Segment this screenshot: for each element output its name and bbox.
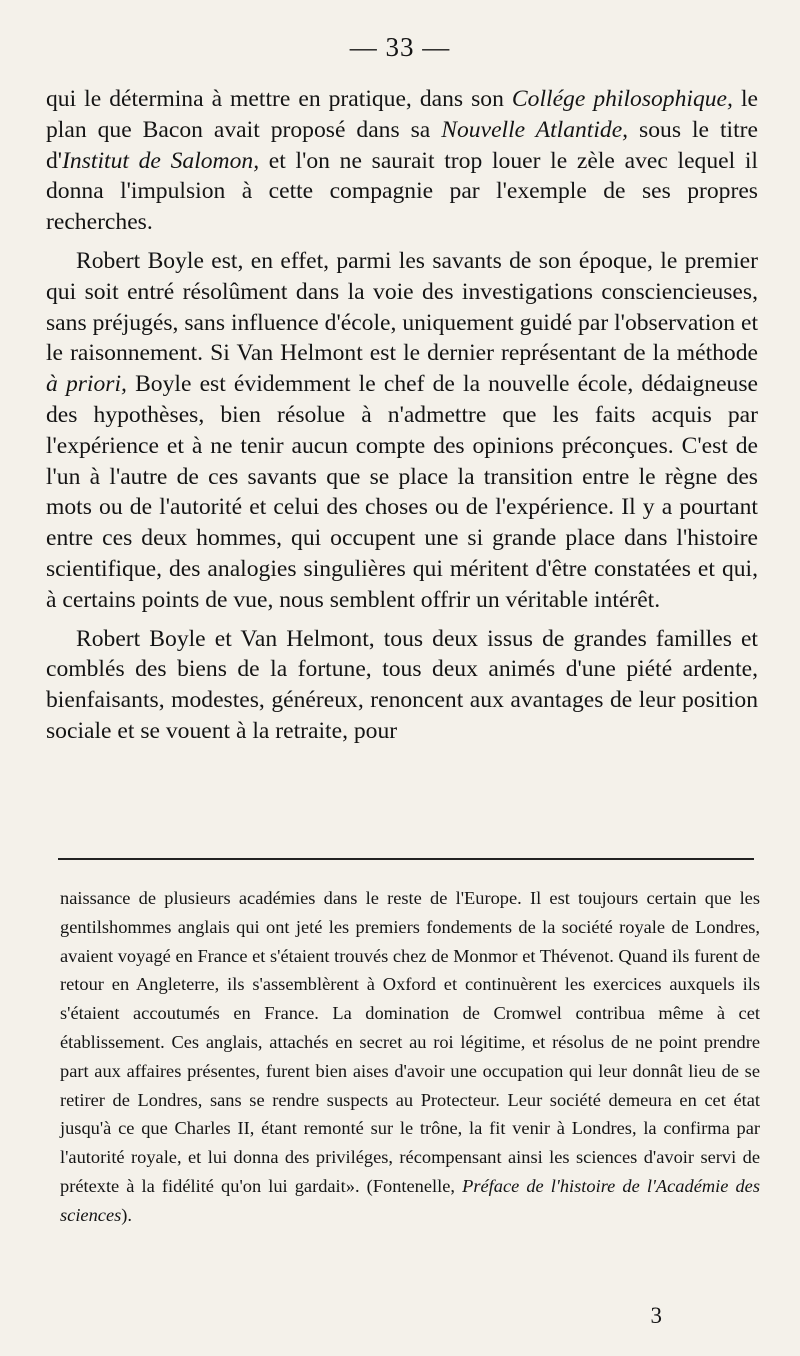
footnote: [60, 884, 760, 1230]
footnote-text: [60, 884, 760, 1230]
text-run: et l'on ne saurait trop louer le zèle avec lequel il donna l'impulsion à cette compagnie par l'exemple de ses propres recherches.: [46, 147, 758, 236]
italic-title-institut: Institut de Salomon,: [62, 147, 260, 174]
italic-a-priori: à priori,: [46, 371, 127, 398]
paragraph-2: [46, 246, 758, 616]
signature-mark: 3: [650, 1303, 662, 1328]
paragraph-3: Robert Boyle et Van Helmont, tous deux issus de grandes familles et comblés des biens de la fortune, tous deux animés d'une piété ardente, bienfaisants, modestes, généreux, renoncent aux avantages de leur position sociale et se vouent à la retraite, pour: [46, 625, 758, 744]
text-run: Boyle est évidemment le chef de la nouvelle école, dédaigneuse des hypothèses, bien résolue à n'admettre que les faits acquis par l'expérience et à ne tenir aucun compte des opinions préconçues. C'est de l'un à l'autre de ces savants que se place la transition entre le règne des mots ou de l'autorité et celui des choses ou de l'expérience. Il y a pourtant entre ces deux hommes, qui occupent une si grande place dans l'histoire scientifique, des analogies singulières qui méritent d'être constatées et qui, à certains points de vue, nous semblent offrir un véritable intérêt.: [46, 371, 758, 613]
italic-source-title: Préface de l'histoire de l'Académie des sciences: [60, 1175, 761, 1225]
text-run: sous le titre d': [46, 116, 758, 174]
page-number-header: — 33 —: [349, 32, 451, 62]
italic-title-atlantide: Nouvelle Atlantide,: [441, 116, 629, 143]
footnote-divider: [58, 858, 754, 860]
text-run: Robert Boyle est, en effet, parmi les savants de son époque, le premier qui soit entré résolûment dans la voie des investigations consciencieuses, sans préjugés, sans influence d'école, uniquement guidé par l'observation et le raisonnement. Si Van Helmont est le dernier représentant de la méthode: [46, 247, 758, 367]
italic-title-college: Collége philosophique,: [511, 86, 733, 112]
text-run: le plan que Bacon avait proposé dans sa: [46, 86, 758, 143]
main-text: [46, 84, 758, 747]
text-run: qui le détermina à mettre en pratique, dans son: [46, 86, 512, 112]
paragraph-1: [46, 84, 758, 238]
text-run: naissance de plusieurs académies dans le reste de l'Europe. Il est toujours certain que les gentilshommes anglais qui ont jeté les premiers fondements de la société royale de Londres, avaient voyagé en France et s'étaient trouvés chez de Monmor et Thévenot. Quand ils furent de retour en Angleterre, ils s'assemblèrent à Oxford et continuèrent les exercices auxquels ils s'étaient accoutumés en France. La domination de Cromwel contribua même à cet établissement. Ces anglais, attachés en secret au roi légitime, et résolus de ne point prendre part aux affaires présentes, furent bien aises d'avoir une occupation qui leur donnât lieu de se retirer de Londres, sans se rendre suspects au Protecteur. Leur société demeura en cet état jusqu'à ce que Charles II, étant remonté sur le trône, la fit venir à Londres, la confirma par l'autorité royale, et lui donna des priviléges, récompensant ainsi les sciences d'avoir servi de prétexte à la fidélité qu'on lui gardait». (Fontenelle,: [60, 888, 760, 1196]
text-run: ).: [121, 1204, 133, 1225]
